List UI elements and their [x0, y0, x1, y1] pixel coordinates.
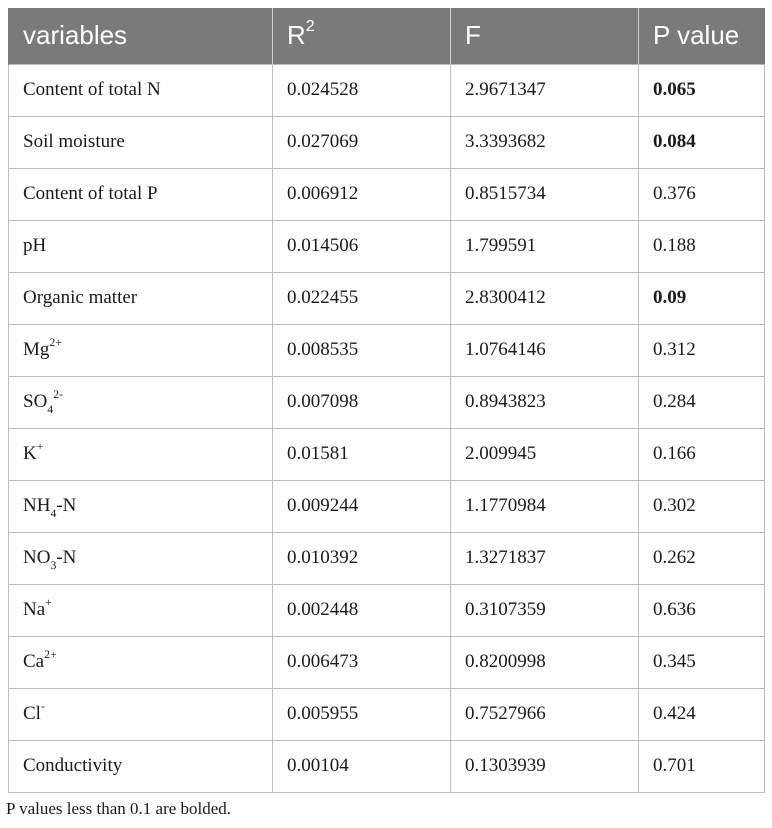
- header-r2-base: R: [287, 20, 306, 51]
- cell-p-value: 0.345: [639, 636, 765, 688]
- header-variables: variables: [9, 8, 273, 64]
- cell-variable: [9, 428, 273, 480]
- cell-variable: [9, 584, 273, 636]
- variable-subscript: 3: [50, 558, 57, 572]
- cell-p-value: 0.188: [639, 220, 765, 272]
- cell-variable: [9, 740, 273, 792]
- cell-r-squared: 0.00104: [273, 740, 451, 792]
- table-row: [9, 324, 765, 376]
- variable-suffix: -N: [56, 547, 77, 568]
- cell-variable: [9, 220, 273, 272]
- header-r2-superscript: 2: [305, 17, 315, 36]
- cell-p-value: 0.284: [639, 376, 765, 428]
- variable-name: Cl: [23, 703, 41, 724]
- cell-f: 0.8943823: [451, 376, 639, 428]
- cell-variable: [9, 376, 273, 428]
- cell-p-value: 0.424: [639, 688, 765, 740]
- table-row: [9, 428, 765, 480]
- cell-f: 0.1303939: [451, 740, 639, 792]
- cell-variable: [9, 324, 273, 376]
- cell-p-value: 0.084: [639, 116, 765, 168]
- variable-name: Content of total N: [23, 79, 161, 100]
- table-row: [9, 636, 765, 688]
- table-row: [9, 740, 765, 792]
- cell-p-value: 0.262: [639, 532, 765, 584]
- cell-r-squared: 0.01581: [273, 428, 451, 480]
- cell-r-squared: 0.006473: [273, 636, 451, 688]
- cell-p-value: 0.065: [639, 64, 765, 116]
- variable-superscript: +: [36, 439, 44, 453]
- cell-p-value: 0.312: [639, 324, 765, 376]
- cell-f: 2.009945: [451, 428, 639, 480]
- cell-variable: [9, 480, 273, 532]
- variable-name: NO: [23, 547, 51, 568]
- table-row: [9, 584, 765, 636]
- cell-r-squared: 0.009244: [273, 480, 451, 532]
- cell-p-value: 0.09: [639, 272, 765, 324]
- cell-r-squared: 0.002448: [273, 584, 451, 636]
- table-row: [9, 168, 765, 220]
- cell-p-value: 0.701: [639, 740, 765, 792]
- cell-f: 2.8300412: [451, 272, 639, 324]
- variable-subscript: 4: [50, 506, 57, 520]
- table-row: [9, 480, 765, 532]
- variable-name: Soil moisture: [23, 131, 125, 152]
- variable-name: Mg: [23, 339, 50, 360]
- table-body: [9, 64, 765, 792]
- header-p-value: P value: [639, 8, 765, 64]
- cell-f: 0.7527966: [451, 688, 639, 740]
- cell-p-value: 0.636: [639, 584, 765, 636]
- cell-r-squared: 0.027069: [273, 116, 451, 168]
- cell-f: 0.3107359: [451, 584, 639, 636]
- variable-suffix: -N: [56, 495, 77, 516]
- cell-f: 1.1770984: [451, 480, 639, 532]
- cell-f: 0.8515734: [451, 168, 639, 220]
- cell-variable: [9, 636, 273, 688]
- table-row: [9, 64, 765, 116]
- cell-p-value: 0.166: [639, 428, 765, 480]
- variable-superscript: 2+: [49, 335, 62, 349]
- cell-f: 1.799591: [451, 220, 639, 272]
- variable-name: K: [23, 443, 37, 464]
- variable-superscript: -: [40, 699, 45, 713]
- variable-superscript: +: [45, 595, 52, 609]
- table-row: [9, 376, 765, 428]
- variable-name: Na: [23, 599, 46, 620]
- variable-name: NH: [23, 495, 51, 516]
- cell-variable: [9, 116, 273, 168]
- cell-r-squared: 0.006912: [273, 168, 451, 220]
- cell-f: 2.9671347: [451, 64, 639, 116]
- results-table: [8, 8, 765, 793]
- header-r-squared: [273, 8, 451, 64]
- variable-name: Ca: [23, 651, 45, 672]
- cell-variable: [9, 168, 273, 220]
- variable-name: Content of total P: [23, 183, 158, 204]
- variable-name: SO: [23, 391, 48, 412]
- cell-f: 1.0764146: [451, 324, 639, 376]
- cell-r-squared: 0.008535: [273, 324, 451, 376]
- table-row: [9, 116, 765, 168]
- table-row: [9, 220, 765, 272]
- cell-r-squared: 0.014506: [273, 220, 451, 272]
- header-f: F: [451, 8, 639, 64]
- cell-variable: [9, 272, 273, 324]
- cell-variable: [9, 532, 273, 584]
- table-row: [9, 688, 765, 740]
- cell-f: 0.8200998: [451, 636, 639, 688]
- cell-r-squared: 0.022455: [273, 272, 451, 324]
- cell-f: 3.3393682: [451, 116, 639, 168]
- table-header: [9, 8, 765, 64]
- variable-superscript: 2-: [53, 387, 63, 401]
- cell-variable: [9, 64, 273, 116]
- table-footnote: P values less than 0.1 are bolded.: [6, 799, 232, 818]
- cell-f: 1.3271837: [451, 532, 639, 584]
- variable-name: pH: [23, 235, 47, 256]
- header-row: [9, 8, 765, 64]
- cell-r-squared: 0.007098: [273, 376, 451, 428]
- table-row: [9, 532, 765, 584]
- cell-p-value: 0.376: [639, 168, 765, 220]
- variable-name: Organic matter: [23, 287, 138, 308]
- variable-subscript: 4: [47, 402, 54, 416]
- cell-variable: [9, 688, 273, 740]
- variable-superscript: 2+: [44, 647, 57, 661]
- table-row: [9, 272, 765, 324]
- cell-r-squared: 0.024528: [273, 64, 451, 116]
- cell-r-squared: 0.010392: [273, 532, 451, 584]
- variable-name: Conductivity: [23, 755, 123, 776]
- cell-r-squared: 0.005955: [273, 688, 451, 740]
- cell-p-value: 0.302: [639, 480, 765, 532]
